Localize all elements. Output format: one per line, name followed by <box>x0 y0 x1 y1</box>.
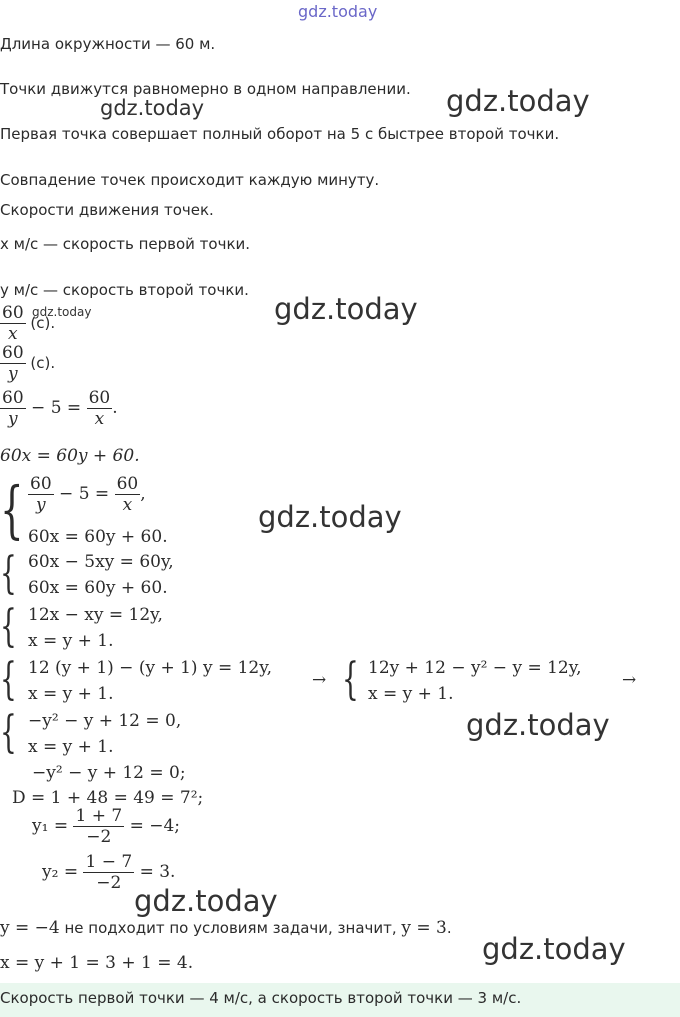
watermark: gdz.today <box>100 96 205 120</box>
answer-text: Скорость первой точки — 4 м/с, а скорость второй точки — 3 м/с. <box>0 989 522 1007</box>
system-line: x = y + 1. <box>28 684 114 704</box>
text-line: Совпадение точек происходит каждую минуту. <box>0 171 380 189</box>
watermark: gdz.today <box>274 292 418 326</box>
text-line: Первая точка совершает полный оборот на 5 с быстрее второй точки. <box>0 125 560 143</box>
root-y1: y₁ = $\frac{1 + 7}{-2}$ = −4; <box>32 806 181 847</box>
text-line: y м/с — скорость второй точки. <box>0 281 249 299</box>
system-line: 60x − 5xy = 60y, <box>28 552 174 572</box>
text-line: Длина окружности — 60 м. <box>0 35 216 53</box>
watermark: gdz.today <box>258 500 402 534</box>
quadratic-equation: −y² − y + 12 = 0; <box>32 763 186 783</box>
brace-icon: { <box>0 601 17 652</box>
watermark: gdz.today <box>446 84 590 118</box>
fraction-time-first: $\frac{60}{x}$ (с). <box>2 303 56 344</box>
system-line: 12y + 12 − y² − y = 12y, <box>368 658 582 678</box>
watermark: gdz.today <box>482 932 626 966</box>
arrow-icon: → <box>312 670 327 690</box>
text-line: x м/с — скорость первой точки. <box>0 235 251 253</box>
conclusion-line: x = y + 1 = 3 + 1 = 4. <box>0 953 194 973</box>
equation-times: $\frac{60}{y}$ − 5 = $\frac{60}{x}$ . <box>2 388 118 429</box>
watermark-top: gdz.today <box>298 2 378 21</box>
brace-icon: { <box>0 654 17 705</box>
arrow-icon: → <box>622 670 637 690</box>
brace-icon: { <box>342 654 359 705</box>
fraction-time-second: $\frac{60}{y}$ (с). <box>2 343 56 384</box>
watermark: gdz.today <box>134 884 278 918</box>
system-line: x = y + 1. <box>368 684 454 704</box>
watermark: gdz.today <box>466 708 610 742</box>
system-line: $\frac{60}{y}$ − 5 = $\frac{60}{x}$ , <box>30 474 146 515</box>
brace-icon: { <box>0 473 24 546</box>
root-y2: y₂ = $\frac{1 - 7}{-2}$ = 3. <box>42 852 176 893</box>
conclusion-line: y = −4 не подходит по условиям задачи, значит, y = 3. <box>0 918 452 938</box>
text-line: Точки движутся равномерно в одном направлении. <box>0 80 411 98</box>
text-line: Скорости движения точек. <box>0 201 214 219</box>
system-line: x = y + 1. <box>28 631 114 651</box>
discriminant: D = 1 + 48 = 49 = 7²; <box>12 788 204 808</box>
system-line: 12x − xy = 12y, <box>28 605 163 625</box>
equation-meeting: 60x = 60y + 60. <box>0 446 140 466</box>
answer-box <box>0 983 680 1017</box>
brace-icon: { <box>0 548 17 599</box>
system-line: −y² − y + 12 = 0, <box>28 711 182 731</box>
watermark: gdz.today <box>32 305 92 319</box>
system-line: 60x = 60y + 60. <box>28 578 168 598</box>
system-line: x = y + 1. <box>28 737 114 757</box>
system-line: 60x = 60y + 60. <box>28 527 168 547</box>
brace-icon: { <box>0 707 17 758</box>
system-line: 12 (y + 1) − (y + 1) y = 12y, <box>28 658 273 678</box>
